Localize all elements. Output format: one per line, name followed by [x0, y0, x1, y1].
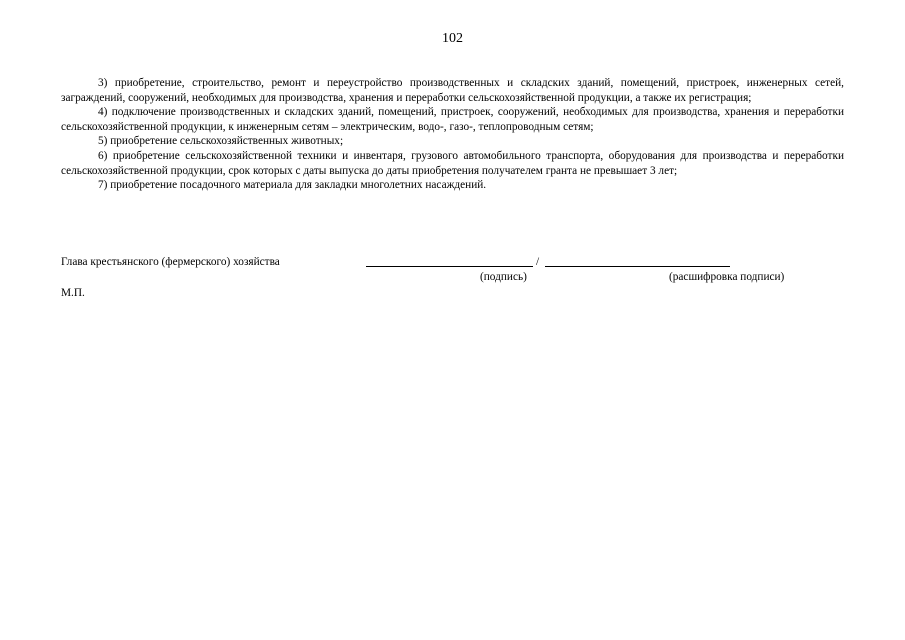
signatory-title: Глава крестьянского (фермерского) хозяйства — [61, 256, 280, 268]
signature-decoding-caption: (расшифровка подписи) — [669, 271, 785, 283]
body-text — [61, 76, 844, 193]
signature-caption: (подпись) — [480, 271, 527, 283]
list-item-4: 4) подключение производственных и складских зданий, помещений, пристроек, сооружений, необходимых для производства, хранения и переработки сельскохозяйственной продукции, к инженерным сетям – электрическим, водо-, газо-, теплопроводным сетям; — [61, 106, 844, 133]
list-item-7: 7) приобретение посадочного материала для закладки многолетних насаждений. — [98, 179, 487, 192]
list-item-6: 6) приобретение сельскохозяйственной техники и инвентаря, грузового автомобильного транспорта, оборудования для производства и переработки сельскохозяйственной продукции, срок которых с даты выпуска до даты приобретения получателем гранта не превышает 3 лет; — [61, 149, 844, 177]
list-item-5: 5) приобретение сельскохозяйственных животных; — [98, 135, 344, 148]
list-item-3: 3) приобретение, строительство, ремонт и переустройство производственных и складских зданий, помещений, пристроек, инженерных сетей, заграждений, сооружений, необходимых для производства, хранения и переработки сельскохозяйственной продукции, а также их регистрация; — [61, 77, 844, 104]
page-number: 102 — [442, 31, 463, 46]
stamp-mark: М.П. — [61, 287, 85, 299]
signature-decoding-line — [545, 266, 730, 267]
signature-line — [366, 266, 533, 267]
signature-separator: / — [536, 256, 540, 268]
